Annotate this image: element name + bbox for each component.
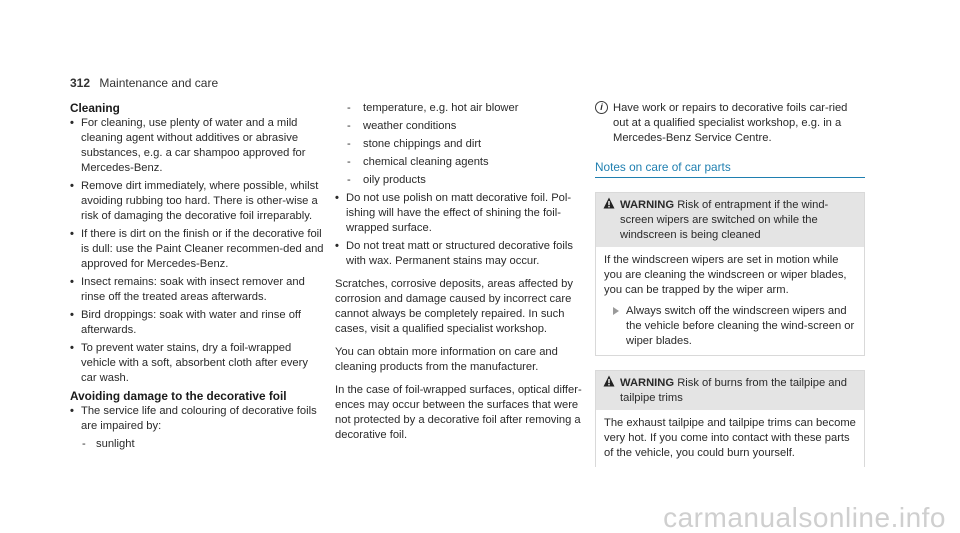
column-3 [595, 101, 865, 467]
cleaning-heading: Cleaning [70, 101, 120, 115]
factor-item: - stone chippings and dirt [335, 137, 585, 152]
warning-box-burns [595, 370, 865, 467]
page-header [70, 76, 218, 91]
list-item: • To prevent water stains, dry a foil-wrapped vehicle with a soft, absorbent cloth after every car wash. [70, 341, 325, 386]
section-heading: Notes on care of car parts [595, 160, 865, 178]
list-item: • Do not use polish on matt decorative foil. Pol-ishing will have the effect of shining the foil-wrapped surface. [335, 191, 585, 236]
warning-step [604, 304, 856, 349]
info-icon: i [595, 101, 608, 114]
arrow-right-icon [613, 307, 619, 315]
note-text: Have work or repairs to decorative foils car-ried out at a qualified specialist workshop, e.g. in a Mercedes-Benz Service Centre. [613, 102, 848, 144]
warning-header [596, 193, 864, 247]
warning-title: Risk of burns from the tailpipe and tailpipe trims [620, 377, 847, 404]
cleaning-list [70, 116, 325, 386]
column-1 [70, 101, 325, 452]
info-note [595, 101, 865, 146]
warning-label: WARNING [620, 377, 675, 389]
factor-item: - weather conditions [335, 119, 585, 134]
list-item: • For cleaning, use plenty of water and a mild cleaning agent without additives or abrasive substances, e.g. a car shampoo approved for Mercedes-Benz. [70, 116, 325, 176]
factor-item: - oily products [335, 173, 585, 188]
column-2 [335, 101, 585, 443]
warning-icon [603, 197, 615, 209]
damage-heading: Avoiding damage to the decorative foil [70, 389, 287, 403]
list-item: • Remove dirt immediately, where possible, whilst avoiding rubbing too hard. There is other-wise a risk of damaging the decorative foil irreparably. [70, 179, 325, 224]
list-item: • If there is dirt on the finish or if the decorative foil is dull: use the Paint Cleaner recommen-ded and approved for Mercedes-Benz. [70, 227, 325, 272]
warning-title: Risk of entrapment if the wind-screen wipers are switched on while the windscreen is being cleaned [620, 199, 829, 241]
paragraph: In the case of foil-wrapped surfaces, optical differ-ences may occur between the surfaces that were not protected by a decorative foil after removing a decorative foil. [335, 384, 582, 441]
warning-box-entrapment [595, 192, 865, 356]
warning-icon [603, 375, 615, 387]
factor-item: - sunlight [70, 437, 325, 452]
warning-text: The exhaust tailpipe and tailpipe trims can become very hot. If you come into contact with these parts of the vehicle, you could burn yourself. [604, 417, 856, 459]
section-title: Maintenance and care [99, 76, 219, 90]
paragraph: You can obtain more information on care and cleaning products from the manufacturer. [335, 346, 558, 373]
watermark: carmanualsonline.info [663, 502, 946, 533]
step-text: Always switch off the windscreen wipers and the vehicle before cleaning the wind-screen or wiper blades. [626, 305, 855, 347]
warning-header [596, 371, 864, 410]
factor-item: - chemical cleaning agents [335, 155, 585, 170]
page-number: 312 [70, 76, 91, 90]
factor-item: - temperature, e.g. hot air blower [335, 101, 585, 116]
warning-text: If the windscreen wipers are set in motion while you are cleaning the windscreen or wiper blades, you can be trapped by the wiper arm. [604, 254, 847, 296]
list-item: • Do not treat matt or structured decorative foils with wax. Permanent stains may occur. [335, 239, 585, 269]
paragraph: Scratches, corrosive deposits, areas affected by corrosion and damage caused by incorrect care cannot always be completely repaired. In such cases, visit a qualified specialist workshop. [335, 278, 573, 335]
list-item: • Insect remains: soak with insect remover and rinse off the treated areas afterwards. [70, 275, 325, 305]
warning-label: WARNING [620, 199, 675, 211]
list-item: • Bird droppings: soak with water and rinse off afterwards. [70, 308, 325, 338]
list-item: • The service life and colouring of decorative foils are impaired by: [70, 404, 325, 434]
